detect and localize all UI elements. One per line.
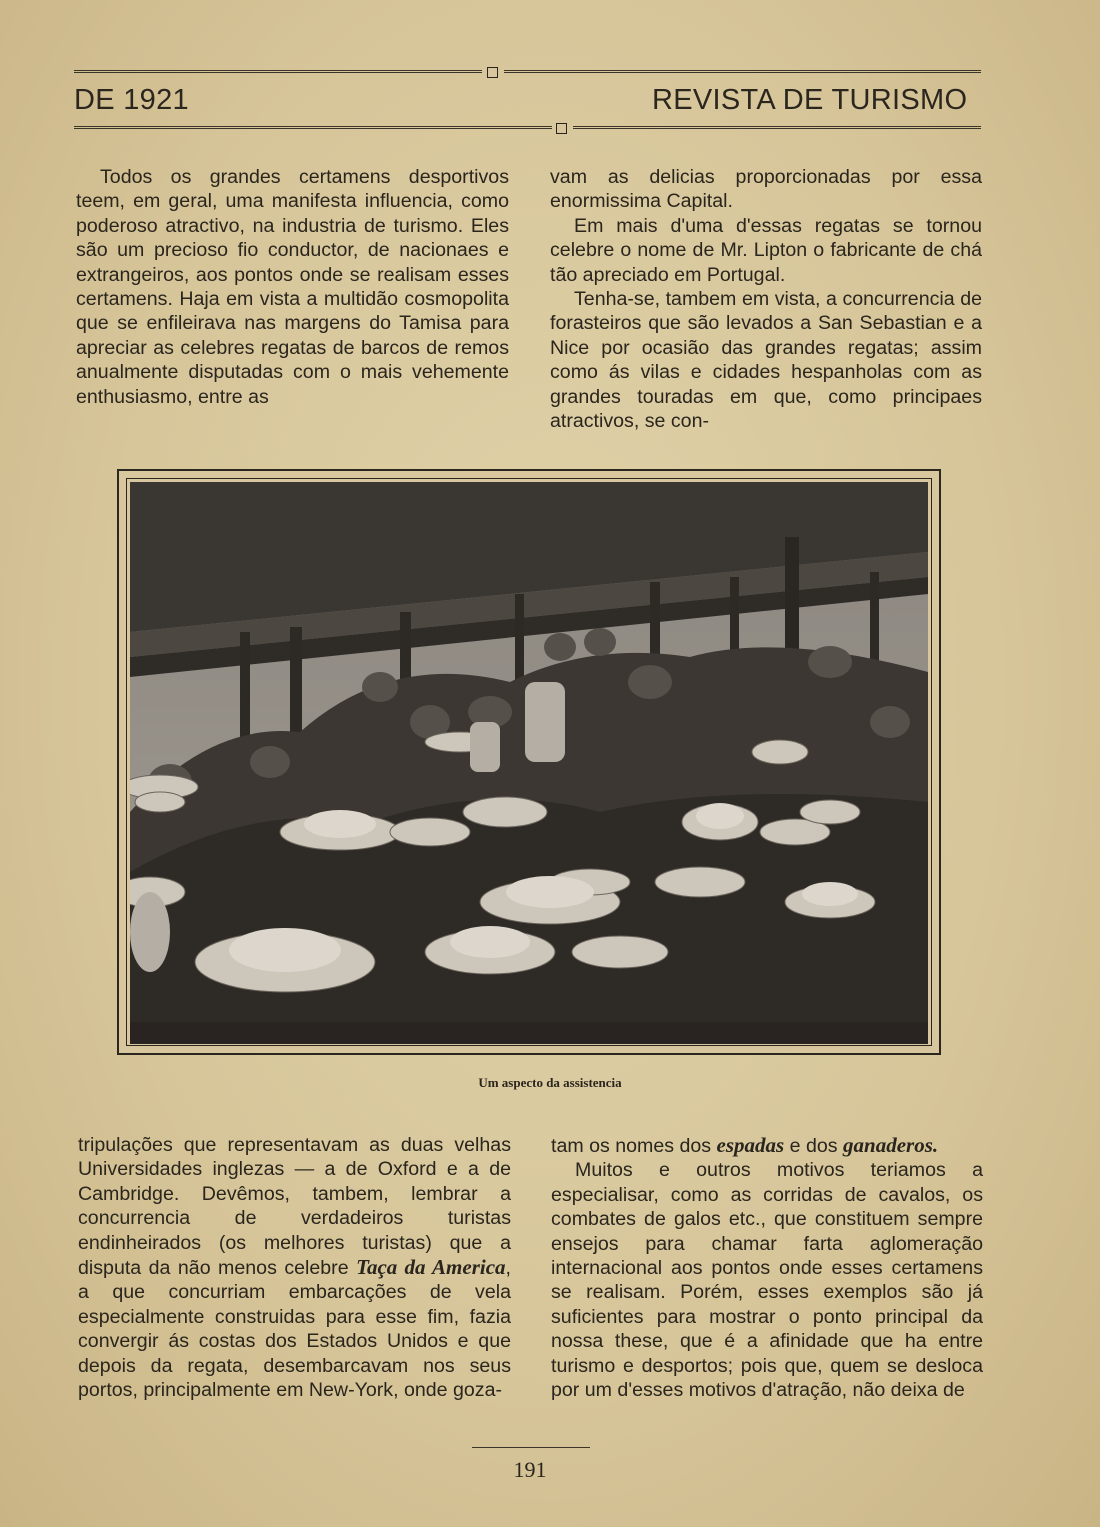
text-run: e dos: [784, 1135, 844, 1157]
emphasis: Taça da America: [356, 1255, 506, 1280]
emphasis: ganaderos.: [843, 1133, 939, 1157]
page-number: 191: [513, 1457, 547, 1482]
header-top-rule-left: [74, 70, 482, 76]
header-bottom-rule-right: [573, 126, 981, 132]
photo-caption: Um aspecto da assistencia: [478, 1075, 622, 1090]
paragraph: Em mais d'uma d'essas regatas se tornou celebre o nome de Mr. Lipton o fabricante de chá tão apreciado em Portugal.: [550, 214, 982, 286]
paragraph: Muitos e outros motivos teriamos a especialisar, como as corridas de cavalos, os combates de galos etc., que constituem sempre ensejos para chamar farta aglomeração internacional aos pontos onde esses certamens se realisam. Porém, esses exemplos são já suficientes para mostrar o ponto principal da nossa these, que é a afinidade que ha entre turismo e desportos; pois que, quem se desloca por um d'esses motivos d'atração, não deixa de: [551, 1159, 983, 1402]
top-left-column: [76, 165, 509, 409]
text-run: tripulações que representavam as duas velhas Universidades inglezas — a de Oxford e a de Cambridge. Devêmos, tambem, lembrar a concurrencia de verdadeiros turistas endinheirados (os melhores turistas) que a disputa da não menos celebre: [78, 1134, 511, 1280]
footer-rule: [472, 1447, 590, 1448]
paragraph: Tenha-se, tambem em vista, a concurrencia de forasteiros que são levados a San Sebastian e a Nice por ocasião das grandes regatas; assim como ás vilas e cidades hespanholas com as grandes touradas em que, como principaes atractivos, se con-: [550, 288, 982, 433]
bottom-left-column: [78, 1133, 511, 1402]
header-bottom-ornament: [556, 123, 567, 134]
emphasis: espadas: [716, 1133, 785, 1157]
header-date: DE 1921: [74, 84, 189, 116]
header-title: REVISTA DE TURISMO: [652, 84, 968, 116]
text-run: , a que concurriam embarcações de vela especialmente construidas para esse fim, fazia convergir ás costas dos Estados Unidos e que depois da regata, desembarcavam nos seus portos, principalmente em New-York, onde goza-: [78, 1257, 511, 1402]
header-top-ornament: [487, 67, 498, 78]
header-top-rule-right: [504, 70, 981, 76]
text-run: tam os nomes dos: [551, 1135, 717, 1157]
top-right-column: [550, 165, 982, 433]
paragraph: vam as delicias proporcionadas por essa enormissima Capital.: [550, 166, 982, 213]
bottom-right-column: [551, 1133, 983, 1402]
crowd-photograph: [130, 482, 928, 1044]
paragraph: [78, 1133, 511, 1402]
paragraph: [551, 1133, 983, 1158]
header-bottom-rule-left: [74, 126, 552, 132]
paragraph: Todos os grandes certamens desportivos teem, em geral, uma manifesta influencia, como poderoso atractivo, na industria de turismo. Eles são um precioso fio conductor, de nacionaes e extrangeiros, aos pontos onde se realisam esses certamens. Haja em vista a multidão cosmopolita que se enfileirava nas margens do Tamisa para apreciar as celebres regatas de barcos de remos anualmente disputadas com o mais vehemente enthusiasmo, entre as: [76, 166, 509, 408]
